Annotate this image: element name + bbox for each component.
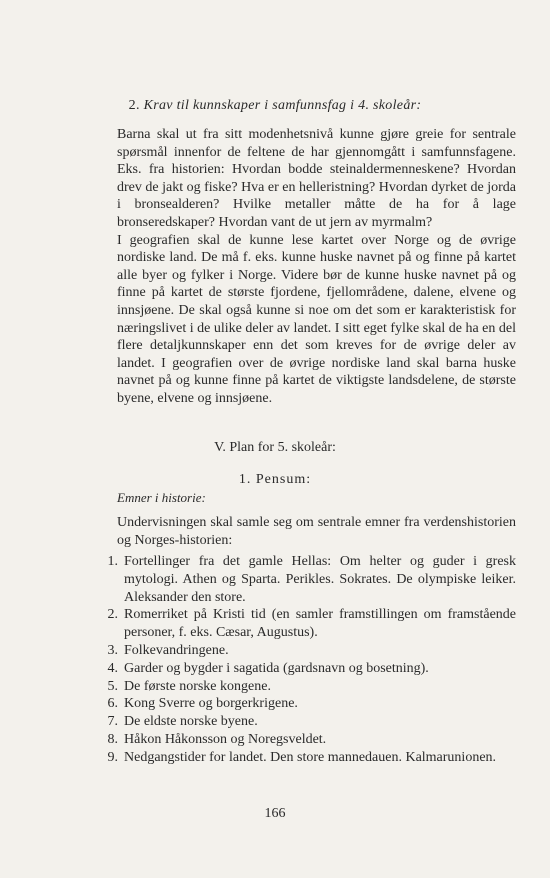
pensum-intro (117, 514, 516, 549)
page-number: 166 (264, 806, 286, 821)
list-item-number: 6. (107, 696, 118, 712)
list-item (100, 695, 516, 713)
section-2-body (117, 126, 516, 408)
list-item-number: 2. (107, 607, 118, 623)
list-item (100, 731, 516, 749)
list-item (100, 642, 516, 660)
section-v-title: V. Plan for 5. skoleår: (214, 440, 336, 455)
section-2-number: 2. (128, 98, 140, 113)
list-item-number: 3. (107, 642, 118, 658)
list-item (100, 678, 516, 696)
section-v-heading (0, 440, 550, 456)
list-item-number: 7. (107, 714, 118, 730)
list-item-text: Garder og bygder i sagatida (gardsnavn og bosetning). (124, 660, 429, 676)
list-item-text: Folkevandringene. (124, 642, 229, 658)
history-topic-list (100, 553, 516, 767)
section-2-title: Krav til kunnskaper i samfunnsfag i 4. skoleår: (143, 98, 422, 113)
list-item (100, 660, 516, 678)
list-item (100, 713, 516, 731)
intro-text: Undervisningen skal samle seg om sentrale emner fra verdenshistorien og Norges-historien: (117, 515, 516, 548)
pensum-heading (0, 472, 550, 488)
list-item-text: Fortellinger fra det gamle Hellas: Om helter og guder i gresk mytologi. Athen og Sparta. Perikles. Sokrates. De olympiske leiker. Aleksander den store. (124, 554, 516, 605)
list-item-number: 1. (107, 554, 118, 569)
list-item (100, 606, 516, 642)
list-item-text: Nedgangstider for landet. Den store mannedauen. Kalmarunionen. (124, 749, 497, 765)
list-item-text: Kong Sverre og borgerkrigene. (124, 696, 298, 712)
list-item-number: 9. (107, 749, 118, 765)
paragraph-history: Barna skal ut fra sitt modenhetsnivå kunne gjøre greie for sentrale spørsmål innenfor de feltene de har gjennomgått i samfunnsfagene. Eks. fra historien: Hvordan bodde steinaldermenneskene? Hvordan drev de jakt og fiske? Hva er en helleristning? Hvordan dyrket de jorda i bronsealderen? Hvilke metaller måtte de ha for å lage bronseredskaper? Hvordan vant de ut jern av myrmalm? (117, 127, 516, 230)
list-item-text: Håkon Håkonsson og Noregsveldet. (124, 731, 327, 747)
list-item-text: Romerriket på Kristi tid (en samler framstillingen om framstående personer, f. eks. Cæsar, Augustus). (124, 607, 516, 641)
list-item-number: 5. (107, 678, 118, 694)
list-item (100, 553, 516, 606)
list-item-text: De første norske kongene. (124, 678, 271, 694)
list-item-number: 8. (107, 731, 118, 747)
pensum-title: 1. Pensum: (238, 472, 312, 487)
list-item-number: 4. (107, 660, 118, 676)
list-item (100, 749, 516, 767)
history-topic-heading: Emner i historie: (117, 490, 206, 505)
list-item-text: De eldste norske byene. (124, 714, 258, 730)
paragraph-geography: I geografien skal de kunne lese kartet over Norge og de øvrige nordiske land. De må f. eks. kunne huske navnet på og finne på kartet alle byer og fylker i Norge. Videre bør de kunne huske navnet på og finne på kartet de største fjordene, fjellområdene, dalene, elvene og innsjøene. De skal også kunne si noe om det som er karakteristisk for næringslivet i de ulike deler av landet. I sitt eget fylke skal de ha en del flere detaljkunnskaper enn det som kreves for de øvrige deler av landet. I geografien over de øvrige nordiske land skal barna huske navnet på og kunne finne på kartet de viktigste landsdelene, de største byene, elvene og innsjøene. (117, 232, 516, 406)
section-2-heading (0, 98, 550, 114)
